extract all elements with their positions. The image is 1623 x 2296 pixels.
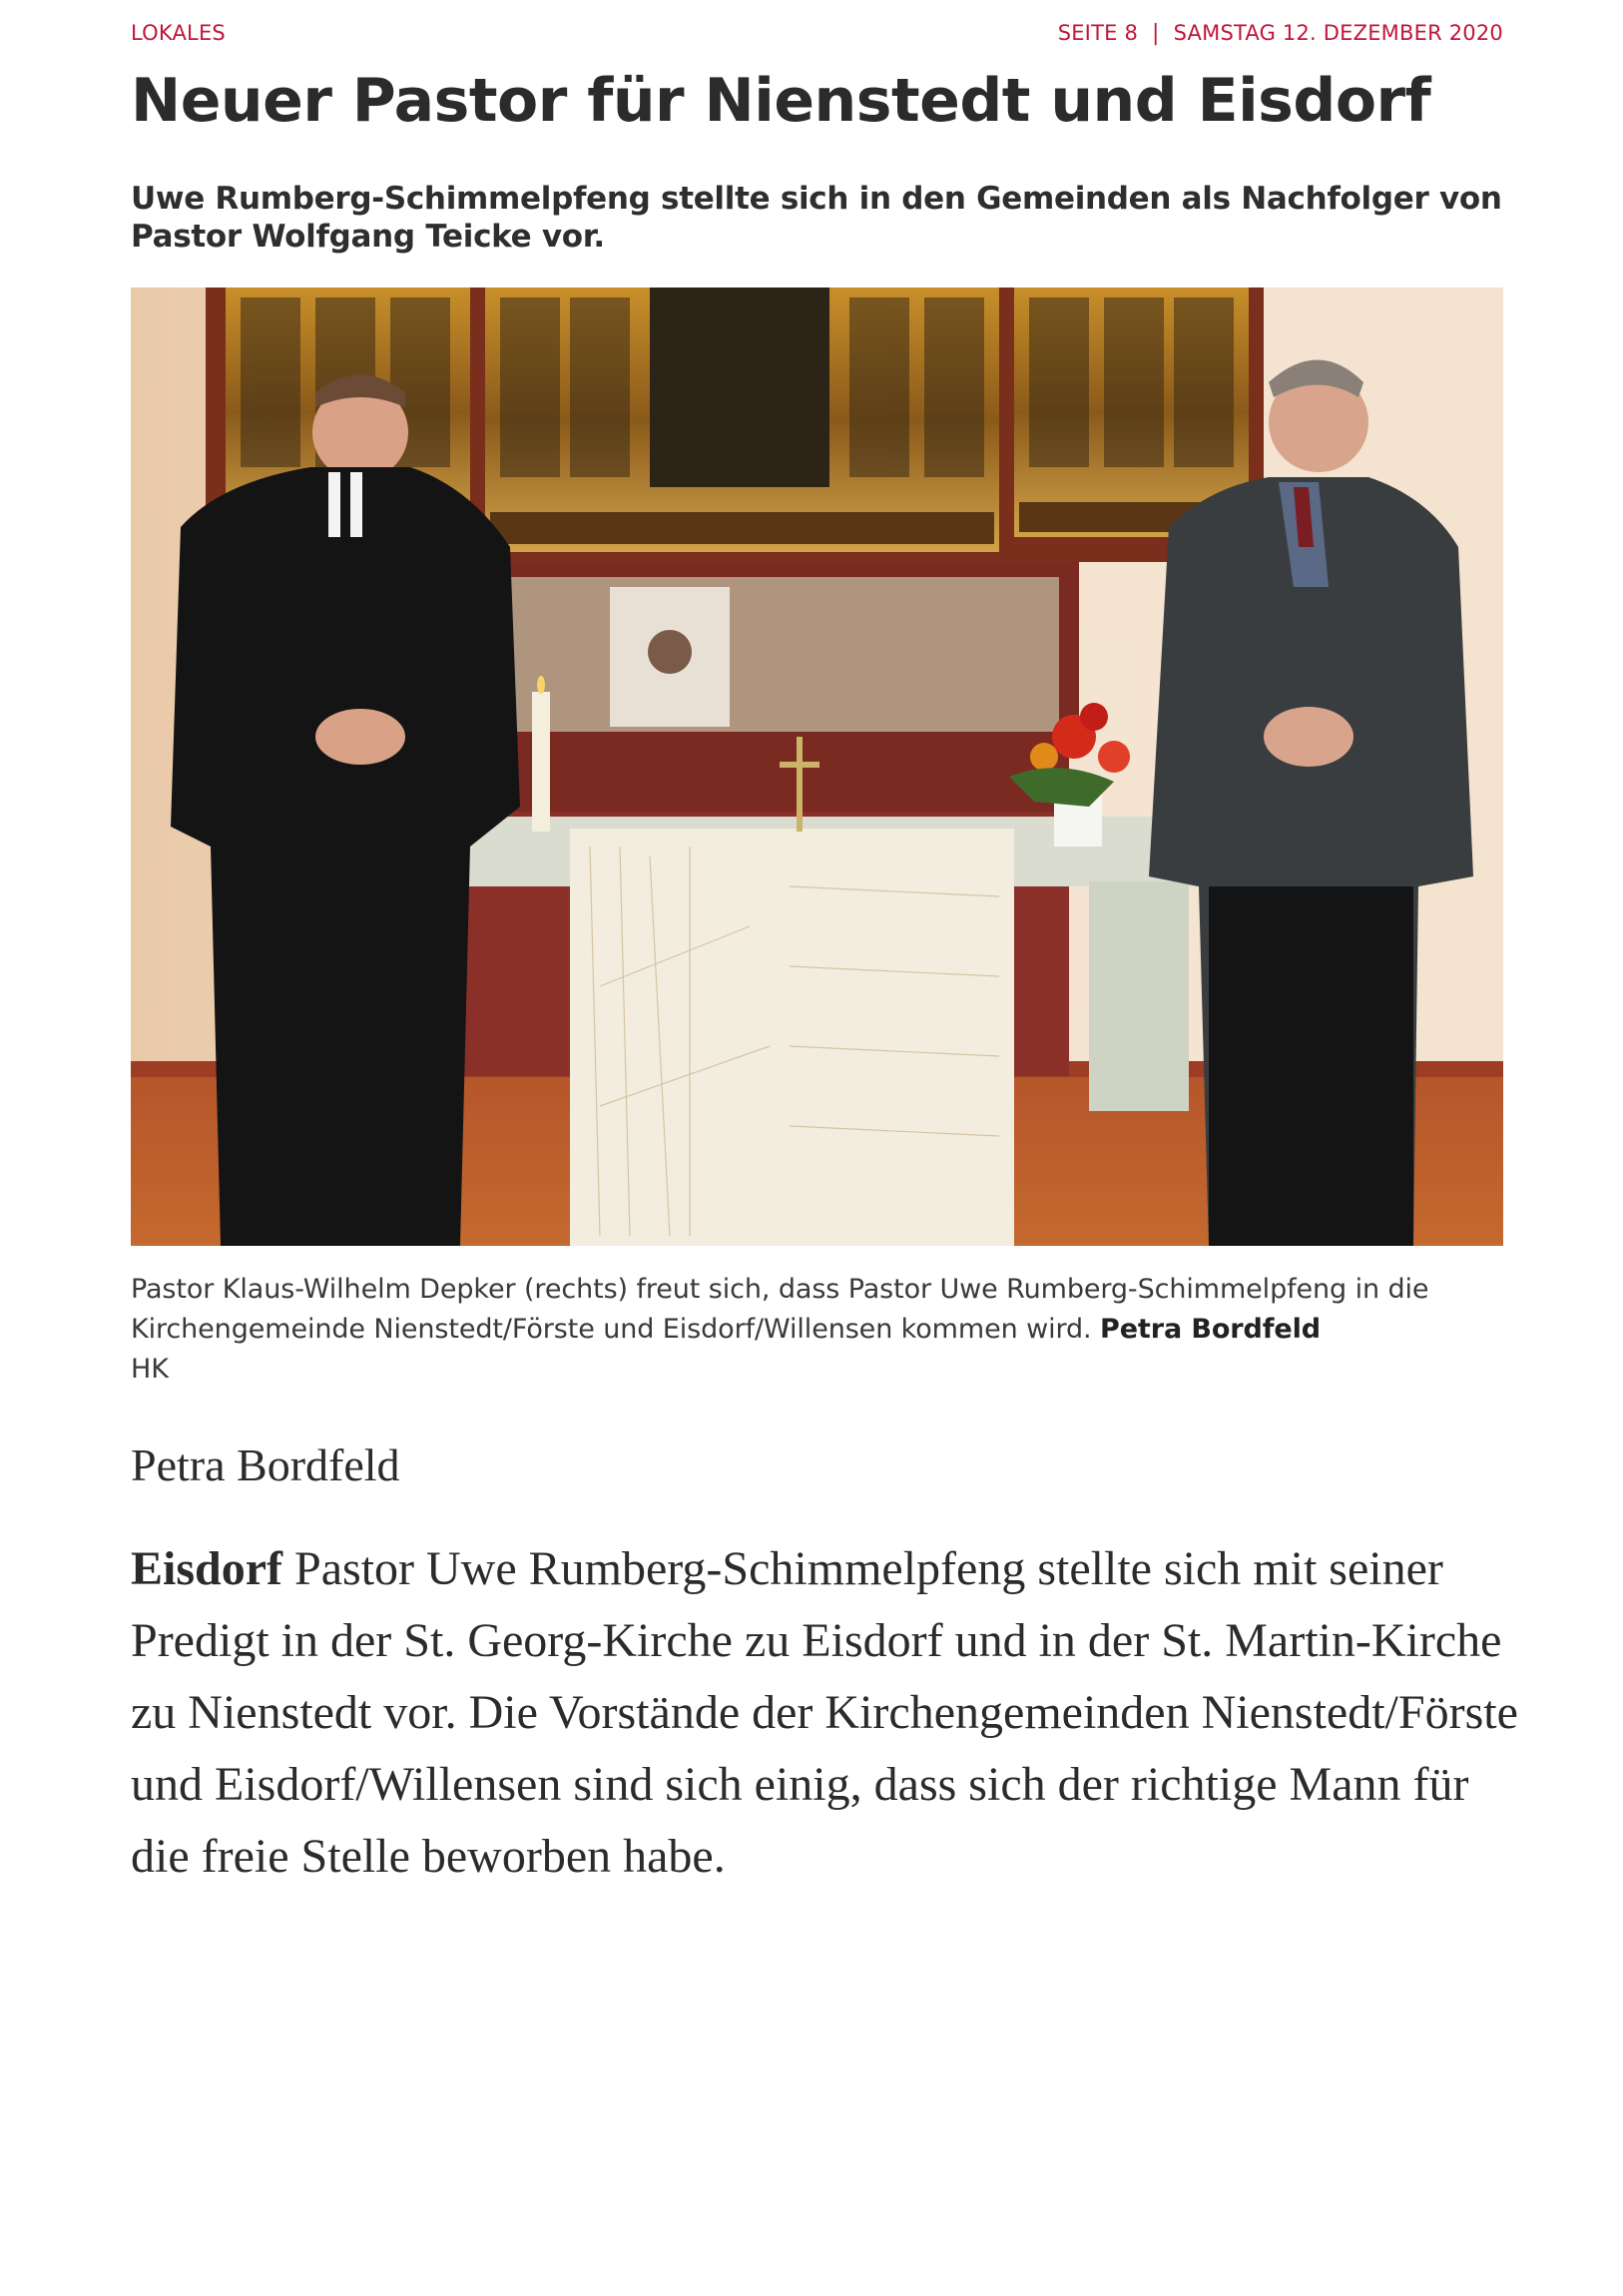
issue-date: SAMSTAG 12. DEZEMBER 2020 [1173, 21, 1503, 45]
separator: | [1152, 20, 1160, 46]
page-info [1058, 21, 1503, 46]
article-author: Petra Bordfeld [131, 1439, 400, 1490]
church-altar-photo [131, 287, 1503, 1246]
page-number: SEITE 8 [1057, 21, 1139, 45]
photo-caption [131, 1270, 1528, 1390]
photo-credit-agency: HK [131, 1354, 169, 1385]
dateline: Eisdorf [131, 1542, 283, 1595]
photo-credit-name: Petra Bordfeld [1100, 1314, 1321, 1345]
article-photo [131, 287, 1503, 1246]
caption-text: Pastor Klaus-Wilhelm Depker (rechts) freut sich, dass Pastor Uwe Rumberg-Schimmelpfeng in die Kirchengemeinde Nienstedt/Förste und Eisdorf/Willensen kommen wird. [131, 1274, 1429, 1345]
body-paragraph: Pastor Uwe Rumberg-Schimmelpfeng stellte sich mit seiner Predigt in der St. Georg-Kirche zu Eisdorf und in der St. Martin-Kirche zu Nienstedt vor. Die Vorstände der Kirchengemeinden Nienstedt/Förste und Eisdorf/Willensen sind sich einig, dass sich der richtige Mann für die freie Stelle beworben habe. [131, 1542, 1518, 1883]
article-subheadline: Uwe Rumberg-Schimmelpfeng stellte sich in den Gemeinden als Nachfolger von Pastor Wolfgang Teicke vor. [131, 181, 1502, 255]
section-label: LOKALES [131, 21, 226, 45]
article-body [131, 1533, 1528, 1893]
article-headline: Neuer Pastor für Nienstedt und Eisdorf [131, 66, 1431, 136]
page-header [131, 16, 1503, 50]
